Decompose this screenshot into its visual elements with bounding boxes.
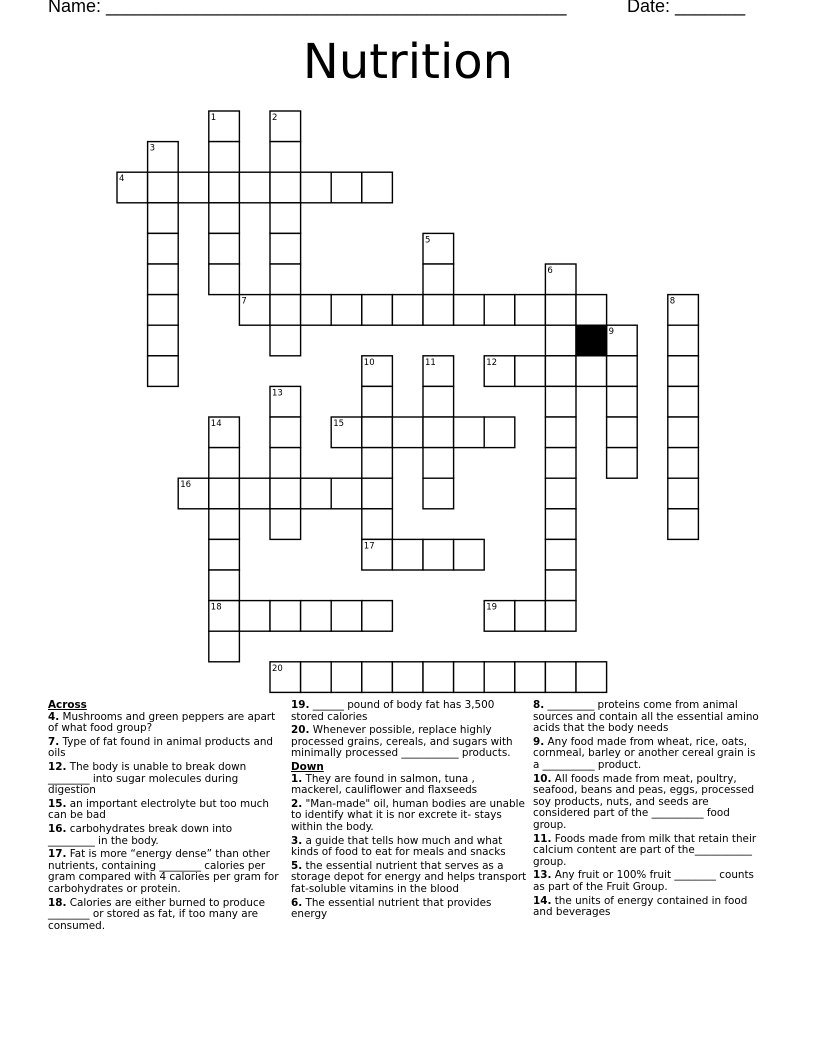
black-cell [576, 325, 607, 356]
clue-number: 14 [210, 419, 222, 429]
crossword-cell[interactable] [454, 539, 485, 570]
clue-item-number: 11. [533, 832, 552, 845]
crossword-cell[interactable] [209, 478, 240, 509]
clue-item [291, 836, 527, 859]
crossword-cell[interactable] [209, 539, 240, 570]
crossword-cell[interactable] [209, 142, 240, 173]
crossword-cell[interactable] [209, 570, 240, 601]
crossword-cell[interactable] [362, 478, 393, 509]
crossword-cell[interactable] [668, 448, 699, 479]
clue-number: 9 [608, 327, 615, 338]
crossword-cell[interactable] [392, 295, 423, 326]
clue-item-text: ______ pound of body fat has 3,500 stored calories [291, 699, 495, 723]
clue-item-number: 6. [291, 896, 303, 909]
clue-item-text: They are found in salmon, tuna , mackerel, cauliflower and flaxseeds [291, 772, 478, 797]
crossword-cell[interactable] [576, 662, 607, 693]
clue-item-number: 1. [291, 772, 303, 785]
crossword-cell[interactable] [362, 295, 393, 326]
crossword-cell[interactable] [545, 325, 576, 356]
clue-number: 16 [180, 480, 192, 491]
clue-item-number: 8. [533, 699, 545, 711]
clue-number: 7 [241, 296, 247, 307]
crossword-cell[interactable] [301, 478, 332, 509]
crossword-cell[interactable] [270, 448, 301, 479]
crossword-cell[interactable] [362, 662, 393, 693]
clue-item-text: _________ proteins come from animal sources and contain all the essential amino acids that the body needs [533, 699, 759, 735]
clue-item-number: 5. [291, 859, 303, 872]
clue-item [291, 861, 527, 896]
clue-item-number: 13. [533, 869, 552, 882]
crossword-cell[interactable] [178, 172, 209, 203]
crossword-cell[interactable] [362, 386, 393, 417]
crossword-cell[interactable] [209, 172, 240, 203]
clue-item-text: Any fruit or 100% fruit ________ counts as part of the Fruit Group. [533, 869, 754, 893]
crossword-cell[interactable] [545, 509, 576, 540]
clue-item [533, 834, 765, 869]
clues-column-3 [533, 700, 765, 921]
clue-item [533, 737, 765, 772]
clue-item-number: 9. [533, 735, 545, 748]
clue-item [291, 774, 527, 797]
crossword-cell[interactable] [423, 386, 454, 417]
crossword-cell[interactable] [270, 325, 301, 356]
crossword-cell[interactable] [607, 386, 638, 417]
clue-item [291, 700, 527, 723]
clues-column-1 [48, 700, 280, 934]
crossword-cell[interactable] [301, 172, 332, 203]
crossword-cell[interactable] [484, 295, 515, 326]
crossword-cell[interactable] [515, 662, 546, 693]
crossword-cell[interactable] [576, 295, 607, 326]
date-field-label[interactable]: Date: _______ [627, 0, 746, 16]
clue-item [533, 896, 765, 919]
crossword-cell[interactable] [423, 478, 454, 509]
crossword-cell[interactable] [270, 264, 301, 295]
crossword-cell[interactable] [362, 448, 393, 479]
clue-number: 12 [486, 357, 498, 368]
clue-item-number: 7. [48, 735, 60, 748]
clue-number: 19 [486, 602, 498, 613]
crossword-cell[interactable] [331, 601, 362, 632]
clue-item-number: 20. [291, 724, 310, 737]
clue-item [291, 799, 527, 834]
crossword-cell[interactable] [362, 509, 393, 540]
clue-item-text: Any food made from wheat, rice, oats, cornmeal, barley or another cereal grain is a __________ product. [533, 735, 756, 771]
clue-number: 4 [119, 174, 125, 185]
crossword-cell[interactable] [270, 172, 301, 203]
crossword-cell[interactable] [270, 478, 301, 509]
clue-item [291, 898, 527, 921]
clue-item-text: Calories are either burned to produce ________ or stored as fat, if too many are consumed. [48, 896, 266, 932]
crossword-cell[interactable] [545, 478, 576, 509]
crossword-cell[interactable] [331, 662, 362, 693]
crossword-cell[interactable] [362, 601, 393, 632]
clue-item-text: a guide that tells how much and what kinds of food to eat for meals and snacks [291, 834, 506, 859]
clue-item-number: 12. [48, 760, 67, 773]
crossword-cell[interactable] [454, 295, 485, 326]
clue-number: 8 [669, 296, 676, 307]
clue-item-text: "Man-made" oil, human bodies are unable to identify what it is nor excrete it- stays within the body. [291, 797, 525, 833]
crossword-cell[interactable] [209, 631, 240, 662]
clue-number: 5 [425, 235, 431, 246]
clue-item [291, 725, 527, 760]
crossword-cell[interactable] [454, 662, 485, 693]
crossword-cell[interactable] [423, 417, 454, 448]
crossword-cell[interactable] [392, 662, 423, 693]
crossword-cell[interactable] [362, 417, 393, 448]
crossword-cell[interactable] [545, 448, 576, 479]
crossword-cell[interactable] [545, 356, 576, 387]
crossword-cell[interactable] [301, 662, 332, 693]
crossword-cell[interactable] [545, 386, 576, 417]
clue-item-text: Whenever possible, replace highly processed grains, cereals, and sugars with minimally processed ___________ products. [291, 724, 513, 760]
page-title: Nutrition [302, 34, 514, 90]
crossword-cell[interactable] [301, 295, 332, 326]
crossword-cell[interactable] [545, 601, 576, 632]
crossword-cell[interactable] [423, 662, 454, 693]
crossword-cell[interactable] [209, 509, 240, 540]
crossword-cell[interactable] [239, 478, 270, 509]
clue-item-text: The essential nutrient that provides energy [291, 896, 492, 921]
crossword-cell[interactable] [668, 509, 699, 540]
crossword-cell[interactable] [148, 203, 179, 234]
clue-item-number: 2. [291, 797, 303, 810]
clue-item-text: carbohydrates break down into _________ in the body. [48, 822, 233, 847]
crossword-cell[interactable] [270, 203, 301, 234]
clue-item-number: 19. [291, 699, 310, 711]
crossword-cell[interactable] [515, 356, 546, 387]
crossword-cell[interactable] [362, 172, 393, 203]
clue-item [48, 712, 280, 735]
clue-item-number: 15. [48, 797, 67, 810]
crossword-cell[interactable] [668, 386, 699, 417]
crossword-cell[interactable] [239, 601, 270, 632]
clue-item-text: The body is unable to break down ________ into sugar molecules during digestion [48, 760, 247, 797]
crossword-cell[interactable] [668, 356, 699, 387]
crossword-cell[interactable] [148, 325, 179, 356]
crossword-cell[interactable] [392, 417, 423, 448]
clue-item-number: 16. [48, 822, 67, 835]
clue-item [48, 849, 280, 895]
clue-number: 10 [363, 357, 375, 368]
crossword-cell[interactable] [301, 601, 332, 632]
clue-item-number: 18. [48, 896, 67, 909]
clue-item [533, 870, 765, 893]
clue-item-text: an important electrolyte but too much can be bad [48, 797, 269, 822]
crossword-cell[interactable] [209, 264, 240, 295]
clue-item-text: All foods made from meat, poultry, seafood, beans and peas, eggs, processed soy products, nuts, and seeds are considered part of the __________ food group. [533, 772, 755, 831]
clue-number: 11 [425, 357, 436, 368]
crossword-cell[interactable] [270, 417, 301, 448]
crossword-cell[interactable] [148, 295, 179, 326]
clue-item [48, 762, 280, 797]
clue-item-text: Mushrooms and green peppers are apart of what food group? [48, 710, 276, 735]
crossword-cell[interactable] [423, 539, 454, 570]
clue-number: 17 [363, 541, 375, 552]
crossword-cell[interactable] [331, 478, 362, 509]
crossword-cell[interactable] [239, 172, 270, 203]
crossword-cell[interactable] [392, 539, 423, 570]
crossword-cell[interactable] [484, 417, 515, 448]
crossword-cell[interactable] [270, 142, 301, 173]
crossword-cell[interactable] [607, 417, 638, 448]
clue-item-number: 14. [533, 894, 552, 907]
crossword-cell[interactable] [454, 417, 485, 448]
crossword-cell[interactable] [148, 233, 179, 264]
crossword-cell[interactable] [423, 448, 454, 479]
crossword-cell[interactable] [209, 233, 240, 264]
crossword-cell[interactable] [270, 601, 301, 632]
crossword-cell[interactable] [331, 172, 362, 203]
clue-number: 6 [547, 266, 553, 276]
clue-number: 15 [333, 419, 345, 429]
clue-number: 2 [272, 113, 278, 123]
clue-item [533, 774, 765, 832]
crossword-cell[interactable] [515, 295, 546, 326]
clue-item-text: Type of fat found in animal products and oils [48, 735, 273, 760]
clue-number: 3 [149, 143, 156, 154]
crossword-cell[interactable] [607, 448, 638, 479]
clue-item [48, 824, 280, 847]
crossword-cell[interactable] [423, 295, 454, 326]
clue-item-number: 17. [48, 848, 67, 861]
crossword-cell[interactable] [484, 662, 515, 693]
clue-number: 13 [272, 388, 283, 399]
clue-number: 1 [210, 113, 217, 123]
crossword-cell[interactable] [607, 356, 638, 387]
clue-item [48, 737, 280, 760]
clue-item [48, 799, 280, 822]
crossword-cell[interactable] [270, 295, 301, 326]
crossword-cell[interactable] [668, 417, 699, 448]
clue-number: 18 [210, 602, 222, 613]
crossword-cell[interactable] [515, 601, 546, 632]
crossword-cell[interactable] [270, 233, 301, 264]
crossword-cell[interactable] [148, 172, 179, 203]
clue-item-text: Foods made from milk that retain their calcium content are part of the___________ group. [533, 832, 757, 868]
crossword-cell[interactable] [545, 417, 576, 448]
crossword-cell[interactable] [668, 325, 699, 356]
clue-item-number: 4. [48, 710, 60, 723]
section-heading-across: Across [48, 699, 87, 711]
crossword-cell[interactable] [545, 570, 576, 601]
crossword-cell[interactable] [148, 264, 179, 295]
clue-number: 20 [272, 663, 283, 674]
section-heading-down: Down [291, 760, 324, 773]
crossword-cell[interactable] [545, 295, 576, 326]
clue-item-number: 3. [291, 834, 303, 847]
clue-item [48, 898, 280, 933]
name-field-label[interactable]: Name: ______________________________________________ [48, 0, 567, 16]
clue-item-text: Fat is more “energy dense” than other nutrients, containing ________ calories per gram compared with 4 calories per gram for carbohydrates or protein. [48, 848, 279, 895]
crossword-cell[interactable] [270, 509, 301, 540]
crossword-cell[interactable] [576, 356, 607, 387]
crossword-cell[interactable] [668, 478, 699, 509]
clue-item [533, 700, 765, 735]
clue-item-number: 10. [533, 772, 552, 785]
clue-item-text: the units of energy contained in food and beverages [533, 894, 748, 919]
crossword-cell[interactable] [545, 662, 576, 693]
crossword-cell[interactable] [148, 356, 179, 387]
crossword-cell[interactable] [545, 539, 576, 570]
crossword-cell[interactable] [209, 448, 240, 479]
crossword-cell[interactable] [331, 295, 362, 326]
crossword-cell[interactable] [423, 264, 454, 295]
crossword-cell[interactable] [209, 203, 240, 234]
clues-column-2 [291, 700, 527, 923]
clue-item-text: the essential nutrient that serves as a storage depot for energy and helps transport fat-soluble vitamins in the blood [291, 859, 527, 895]
